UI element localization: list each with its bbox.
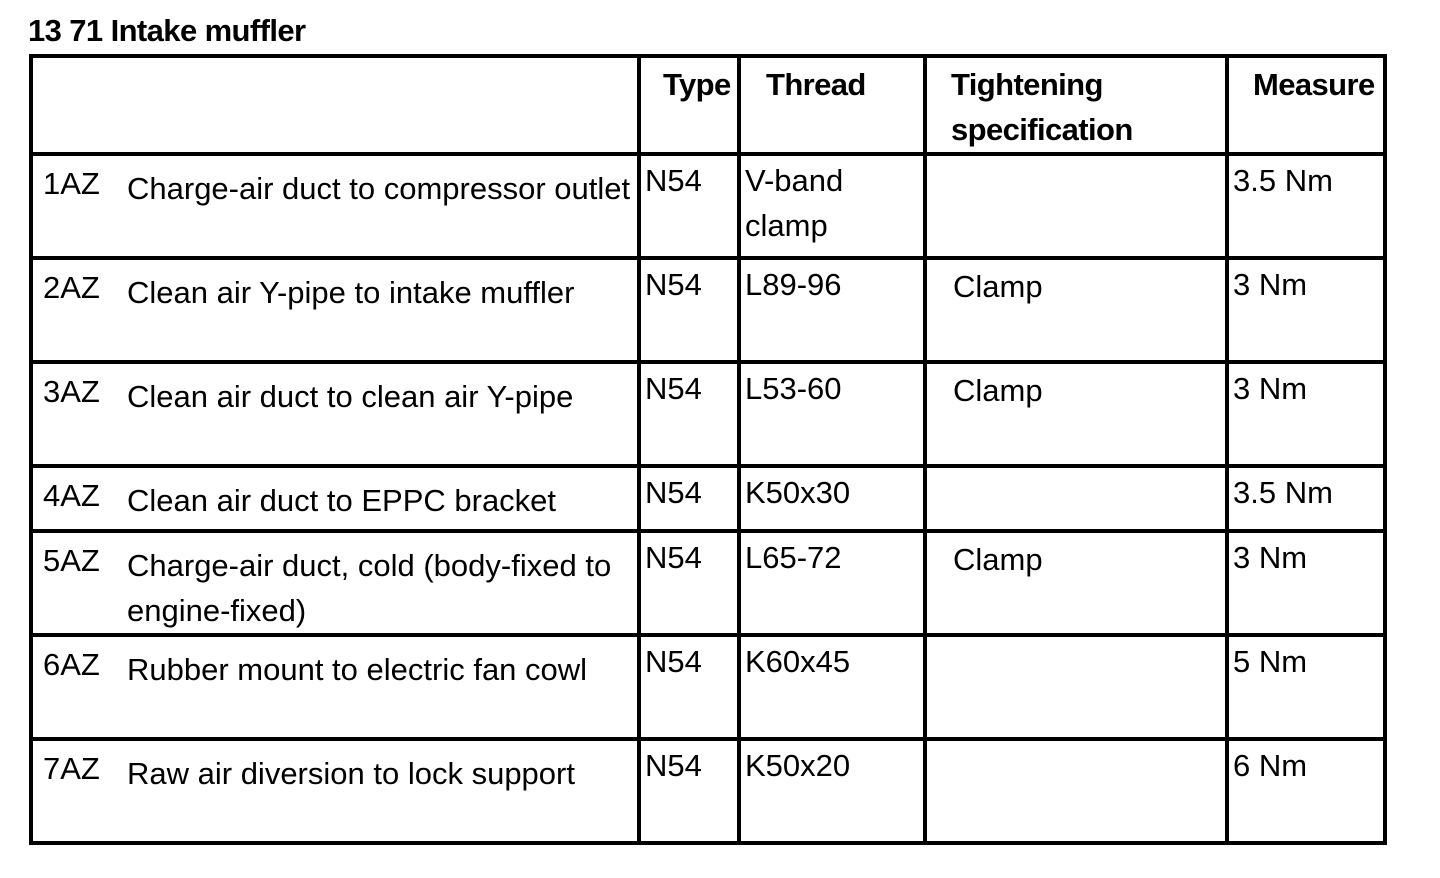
measure-cell: 3.5 Nm <box>1227 154 1385 258</box>
tightening-cell: Clamp <box>925 362 1227 466</box>
row-code: 1AZ <box>43 166 100 201</box>
table-header-row <box>31 56 1385 154</box>
header-tightening-specification: Tightening specification <box>925 56 1227 154</box>
measure-cell: 3 Nm <box>1227 531 1385 635</box>
tightening-cell: Clamp <box>925 258 1227 362</box>
row-code: 3AZ <box>43 374 100 409</box>
header-measure: Measure <box>1227 56 1385 154</box>
header-type: Type <box>639 56 739 154</box>
thread-cell: L89-96 <box>739 258 925 362</box>
tightening-cell: Clamp <box>925 531 1227 635</box>
type-cell: N54 <box>639 635 739 739</box>
component-cell <box>31 258 639 362</box>
header-thread: Thread <box>739 56 925 154</box>
tightening-spec-table <box>29 54 1387 845</box>
row-description: Clean air duct to clean air Y-pipe <box>127 379 574 414</box>
row-description: Rubber mount to electric fan cowl <box>127 652 588 687</box>
row-code: 2AZ <box>43 270 100 305</box>
table-row <box>31 466 1385 531</box>
row-code: 4AZ <box>43 478 100 513</box>
component-cell <box>31 466 639 531</box>
table-row <box>31 362 1385 466</box>
row-description: Charge-air duct to compressor outlet <box>127 171 631 206</box>
thread-cell: K50x20 <box>739 739 925 843</box>
row-code: 6AZ <box>43 647 100 682</box>
type-cell: N54 <box>639 739 739 843</box>
thread-cell: L65-72 <box>739 531 925 635</box>
table-row <box>31 531 1385 635</box>
measure-cell: 6 Nm <box>1227 739 1385 843</box>
type-cell: N54 <box>639 531 739 635</box>
table-row <box>31 635 1385 739</box>
thread-cell: K60x45 <box>739 635 925 739</box>
document-title: 13 71 Intake muffler <box>28 13 306 48</box>
row-description: Clean air duct to EPPC bracket <box>127 483 557 518</box>
measure-cell: 3.5 Nm <box>1227 466 1385 531</box>
type-cell: N54 <box>639 258 739 362</box>
component-cell <box>31 635 639 739</box>
table-row <box>31 739 1385 843</box>
type-cell: N54 <box>639 466 739 531</box>
component-cell <box>31 531 639 635</box>
table-row <box>31 258 1385 362</box>
component-cell <box>31 154 639 258</box>
table-row <box>31 154 1385 258</box>
tightening-cell <box>925 739 1227 843</box>
tightening-cell <box>925 154 1227 258</box>
row-code: 7AZ <box>43 751 100 786</box>
row-code: 5AZ <box>43 543 100 578</box>
type-cell: N54 <box>639 154 739 258</box>
thread-cell: K50x30 <box>739 466 925 531</box>
row-description: Raw air diversion to lock support <box>127 756 575 791</box>
row-description: Clean air Y-pipe to intake muffler <box>127 275 575 310</box>
header-component <box>31 56 639 154</box>
thread-cell: L53-60 <box>739 362 925 466</box>
component-cell <box>31 739 639 843</box>
measure-cell: 3 Nm <box>1227 258 1385 362</box>
component-cell <box>31 362 639 466</box>
row-description: Charge-air duct, cold (body-fixed to engine-fixed) <box>127 548 612 628</box>
type-cell: N54 <box>639 362 739 466</box>
thread-cell: V-band clamp <box>739 154 925 258</box>
measure-cell: 3 Nm <box>1227 362 1385 466</box>
measure-cell: 5 Nm <box>1227 635 1385 739</box>
tightening-cell <box>925 635 1227 739</box>
tightening-cell <box>925 466 1227 531</box>
